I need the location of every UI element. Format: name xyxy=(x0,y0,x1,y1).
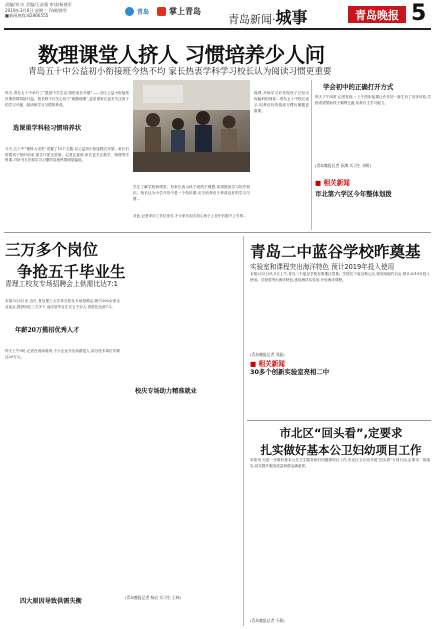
top-col1-text: 昨天,青岛五十中举行了“感觉中学生活,领悟成长开端”——全区公益小衔接班补课热情持续升温。校长称不仅关心孩子“刷数理课”,更希望家长更多关注孩子的学习兴趣、阅读和学习习惯的养成。 xyxy=(5,91,129,107)
top-col2-text: 学生了解学校和课堂。有家长表示孩子成绩不理想,希望提前学习初中知识。校长认为小学升初中是一个转折期,应当培养孩子养成良好的学习习惯... xyxy=(133,185,250,201)
story3-byline: (青岛晚报记者 刘磊) xyxy=(250,352,285,357)
paper-name: 青岛晚报 xyxy=(355,8,399,22)
sidebar-box xyxy=(315,82,431,230)
top-col2-text-b: 对此,记者采访了多位家长,不少家长坦言担心孩子上初中后跟不上节奏... xyxy=(133,213,247,218)
header xyxy=(0,0,435,30)
story3-bottom-rule xyxy=(247,420,431,421)
related-title-story3: 30多个创新实验室亮相二中 xyxy=(250,368,330,376)
top-col2 xyxy=(133,174,250,232)
story3-headline: 青岛二中蓝谷学校昨奠基 xyxy=(250,243,421,261)
top-col1 xyxy=(5,80,129,230)
story4-headline xyxy=(250,425,432,458)
top-divider xyxy=(311,80,312,230)
story2-col-b xyxy=(125,288,240,588)
top-story-bottom-rule xyxy=(4,232,431,233)
section-name: 城事 xyxy=(275,8,308,27)
story2-sub1: 年薪20万揽招优秀人才 xyxy=(15,327,80,335)
story4-headline-line1: 市北区“回头看”,定要求 xyxy=(279,426,403,440)
story2-text2: 昨天上午9时,记者在现场看到,不少企业开出高薪抢人,部分技术岗位年薪达20万元。 xyxy=(5,349,120,360)
story2-subhead: 青理工校友专场招聘会上供需比达7:1 xyxy=(5,280,118,288)
story2-sub3: 四大原因导致供需失衡 xyxy=(20,598,82,605)
sidebar-box-title: 学会初中的正确打开方式 xyxy=(323,83,394,91)
story2-headline xyxy=(5,238,126,282)
logo-qingdao: 青岛 xyxy=(137,9,150,16)
photo-people xyxy=(133,80,250,172)
header-date: 2019年3月6日 星期三 印刷/韩雪 xyxy=(5,7,67,13)
zhang-app-icon xyxy=(157,7,166,16)
story2-headline-line1: 三万多个岗位 xyxy=(5,241,99,259)
story3-subhead: 实验室和课程突出海洋特色 预计2019年投入使用 xyxy=(250,263,395,271)
page-number: 5 xyxy=(411,1,427,26)
sidebar-box-byline: (青岛晚报记者 孙渊 实习生 刘明) xyxy=(315,163,371,168)
top-col1-subhead: 选课重学科轻习惯培养状 xyxy=(13,124,82,132)
section-prefix: 青岛新闻· xyxy=(228,13,276,26)
story4-byline: (青岛晚报记者 于静) xyxy=(250,618,285,623)
story3-text: 本报3月5日讯 5日上午,青岛二中蓝谷学校在即墨区奠基。学校位于蓝谷核心区,规划用地约百亩,预计2019年投入使用。学校将突出海洋特色,建设海洋实验室,开设海洋课程。 xyxy=(250,272,430,282)
story4-text: 本报讯 为进一步做好基本公共卫生服务和妇幼健康项目工作,市北区卫计局开展“回头看”专项行动,定要求、抓落实,切实提升服务质量和群众满意度。 xyxy=(250,458,430,468)
top-col3-text: 理课,开始学习后发现孩子已经出现偏科的现象...青岛五十中校长表示,培养良好的阅读习惯比刷题更重要。 xyxy=(254,91,309,113)
story2-col-a xyxy=(5,288,120,588)
header-hotline: ■新闻热线:82866555 xyxy=(5,13,49,18)
story2-byline: (青岛晚报记者 杨岩 实习生 王林) xyxy=(125,595,181,600)
top-col1-text-b: 今天,五十中“理科大讲堂”设置了10个主题,以公益初小衔接模式开展...家长们带着孩子按时前来,报告厅座无虚席。记者注意到,家长更关注数学、物理等学科课,对读书方法和学习习惯的讲座热情明显偏低。 xyxy=(5,147,129,163)
story2-headline-line2: 争抢五千毕业生 xyxy=(17,263,126,281)
related-label-story3: ■ 相关新闻 xyxy=(250,360,285,368)
header-editors: 责编/刘 庆 美编/王奋强 审读/杨建军 xyxy=(5,2,72,7)
story2-text: 本报3月5日讯 近日,青岛理工大学举办校友专场招聘会,吸引300余家企业参会,提供岗位三万多个,而应届毕业生仅五千余人,供需比达到7:1。 xyxy=(5,299,120,310)
story2-sub2: 校庆专场助力精准就业 xyxy=(135,388,197,396)
logo-zhangshang: 掌上青岛 xyxy=(169,7,202,16)
paper-name-box xyxy=(348,6,406,23)
sidebar-box-text: 昨天下午四时,记者发现,一上午的衔接课让许多初一新生有了初步体验,学校希望帮助孩子顺利过渡,培养自主学习能力。 xyxy=(315,95,431,105)
header-rule xyxy=(4,28,431,30)
related-label-top: ■ 相关新闻 xyxy=(315,179,350,187)
classroom-photo xyxy=(133,80,250,172)
top-subhead: 青岛五十中公益初小衔接班今热不均 家长热衷学科学习校长认为阅读习惯更重要 xyxy=(28,67,332,77)
section-heading xyxy=(228,5,308,28)
mid-divider xyxy=(243,236,244,626)
top-col3 xyxy=(254,80,309,230)
header-meta xyxy=(5,2,125,19)
story4-headline-line2: 扎实做好基本公卫妇幼项目工作 xyxy=(260,443,422,457)
related-title-top: 市北第六学区今年整体划拨 xyxy=(315,190,392,198)
top-headline: 数理课堂人挤人 习惯培养少人问 xyxy=(38,43,325,67)
qingdao-app-icon xyxy=(125,7,134,16)
header-logos xyxy=(125,6,201,17)
